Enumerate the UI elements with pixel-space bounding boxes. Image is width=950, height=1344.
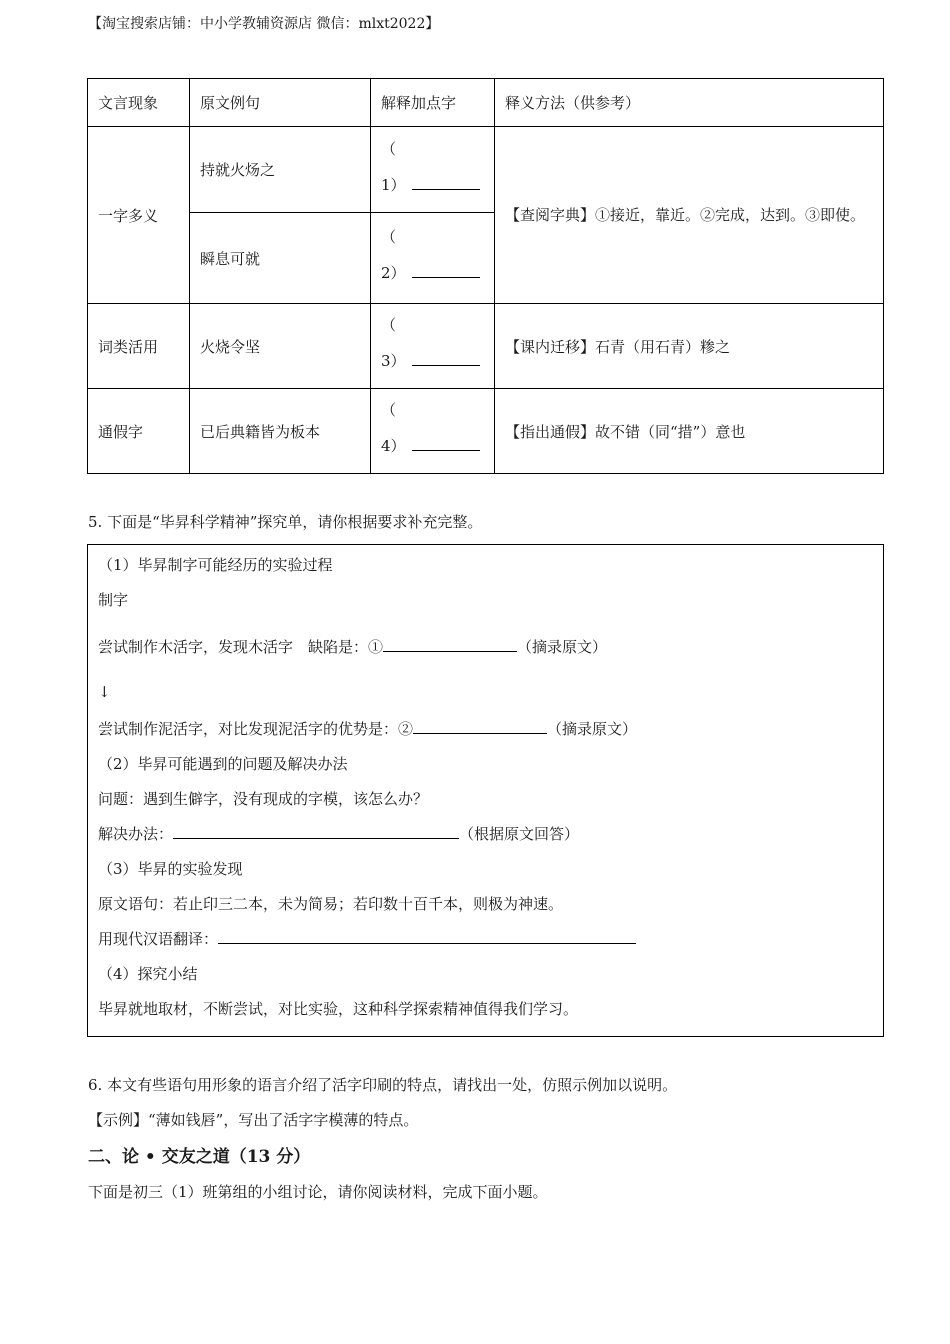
line-1-text: 尝试制作木活字，发现木活字 缺陷是：①	[98, 638, 384, 656]
answer-cell	[371, 304, 495, 389]
method-cell: 【指出通假】故不错（同“措”）意也	[495, 389, 884, 474]
part-4-summary: 毕昇就地取材，不断尝试，对比实验，这种科学探索精神值得我们学习。	[98, 1000, 579, 1018]
header-note: 【淘宝搜索店铺：中小学教辅资源店 微信：mlxt2022】	[88, 16, 440, 32]
part-3-quote: 原文语句：若止印三二本，未为简易；若印数十百千本，则极为神速。	[98, 895, 564, 913]
part-3-translation	[98, 928, 636, 949]
part-3-title: （3）毕昇的实验发现	[98, 860, 243, 878]
phenomenon-cell: 词类活用	[88, 304, 190, 389]
answer-blank-4[interactable]	[412, 436, 480, 451]
paren-open: （	[381, 228, 397, 246]
method-cell: 【查阅字典】①接近，靠近。②完成，达到。③即使。	[495, 127, 884, 304]
part-1-label: 制字	[98, 591, 129, 609]
answer-blank-1[interactable]	[412, 175, 480, 190]
blank-number: 1）	[381, 175, 406, 194]
paren-open: （	[381, 316, 397, 334]
vocabulary-table	[87, 78, 884, 474]
sentence-cell: 瞬息可就	[190, 213, 371, 304]
answer-cell	[371, 389, 495, 474]
table-header-cell: 释义方法（供参考）	[495, 79, 884, 127]
inquiry-sheet	[87, 544, 884, 1037]
answer-blank-defect[interactable]	[383, 637, 517, 652]
sentence-cell: 已后典籍皆为板本	[190, 389, 371, 474]
part-2-problem: 问题：遇到生僻字，没有现成的字模，该怎么办？	[98, 790, 429, 808]
blank-number: 2）	[381, 264, 406, 282]
part-2-title: （2）毕昇可能遇到的问题及解决办法	[98, 755, 348, 773]
answer-blank-3[interactable]	[412, 351, 480, 366]
translation-label: 用现代汉语翻译：	[98, 930, 219, 948]
blank-number: 3）	[381, 352, 406, 370]
answer-cell	[371, 127, 495, 213]
answer-blank-advantage[interactable]	[413, 719, 547, 734]
table-row	[88, 127, 884, 213]
sentence-cell: 持就火炀之	[190, 127, 371, 213]
down-arrow: ↓	[98, 683, 111, 701]
solution-label: 解决办法：	[98, 825, 174, 843]
sentence-cell: 火烧令坚	[190, 304, 371, 389]
solution-note: （根据原文回答）	[459, 825, 580, 843]
table-header-cell: 解释加点字	[371, 79, 495, 127]
part-1-line-2	[98, 718, 637, 739]
line-2-note: （摘录原文）	[547, 720, 638, 738]
section-2-intro: 下面是初三（1）班第组的小组讨论，请你阅读材料，完成下面小题。	[88, 1183, 548, 1201]
table-header-row	[88, 79, 884, 127]
line-2-text: 尝试制作泥活字，对比发现泥活字的优势是：②	[98, 720, 414, 738]
phenomenon-cell: 通假字	[88, 389, 190, 474]
table-header-cell: 原文例句	[190, 79, 371, 127]
question-5-title: 5. 下面是“毕昇科学精神”探究单，请你根据要求补充完整。	[88, 513, 483, 531]
question-6-example: 【示例】“薄如钱唇”，写出了活字字模薄的特点。	[88, 1111, 419, 1129]
paren-open: （	[381, 401, 397, 419]
phenomenon-cell: 一字多义	[88, 127, 190, 304]
paren-open: （	[381, 139, 397, 158]
line-1-note: （摘录原文）	[517, 638, 608, 656]
answer-blank-2[interactable]	[412, 263, 480, 278]
part-1-title: （1）毕昇制字可能经历的实验过程	[98, 556, 333, 574]
part-1-line-1	[98, 636, 607, 657]
answer-blank-translation[interactable]	[218, 929, 636, 944]
table-row	[88, 304, 884, 389]
answer-blank-solution[interactable]	[173, 824, 459, 839]
question-6-title: 6. 本文有些语句用形象的语言介绍了活字印刷的特点，请找出一处，仿照示例加以说明。	[88, 1076, 678, 1094]
answer-cell	[371, 213, 495, 304]
section-2-title: 二、论 • 交友之道（13 分）	[88, 1147, 311, 1167]
blank-number: 4）	[381, 437, 406, 455]
part-4-title: （4）探究小结	[98, 965, 198, 983]
part-2-solution	[98, 823, 579, 844]
table-header-cell: 文言现象	[88, 79, 190, 127]
method-cell: 【课内迁移】石青（用石青）糁之	[495, 304, 884, 389]
table-row	[88, 389, 884, 474]
